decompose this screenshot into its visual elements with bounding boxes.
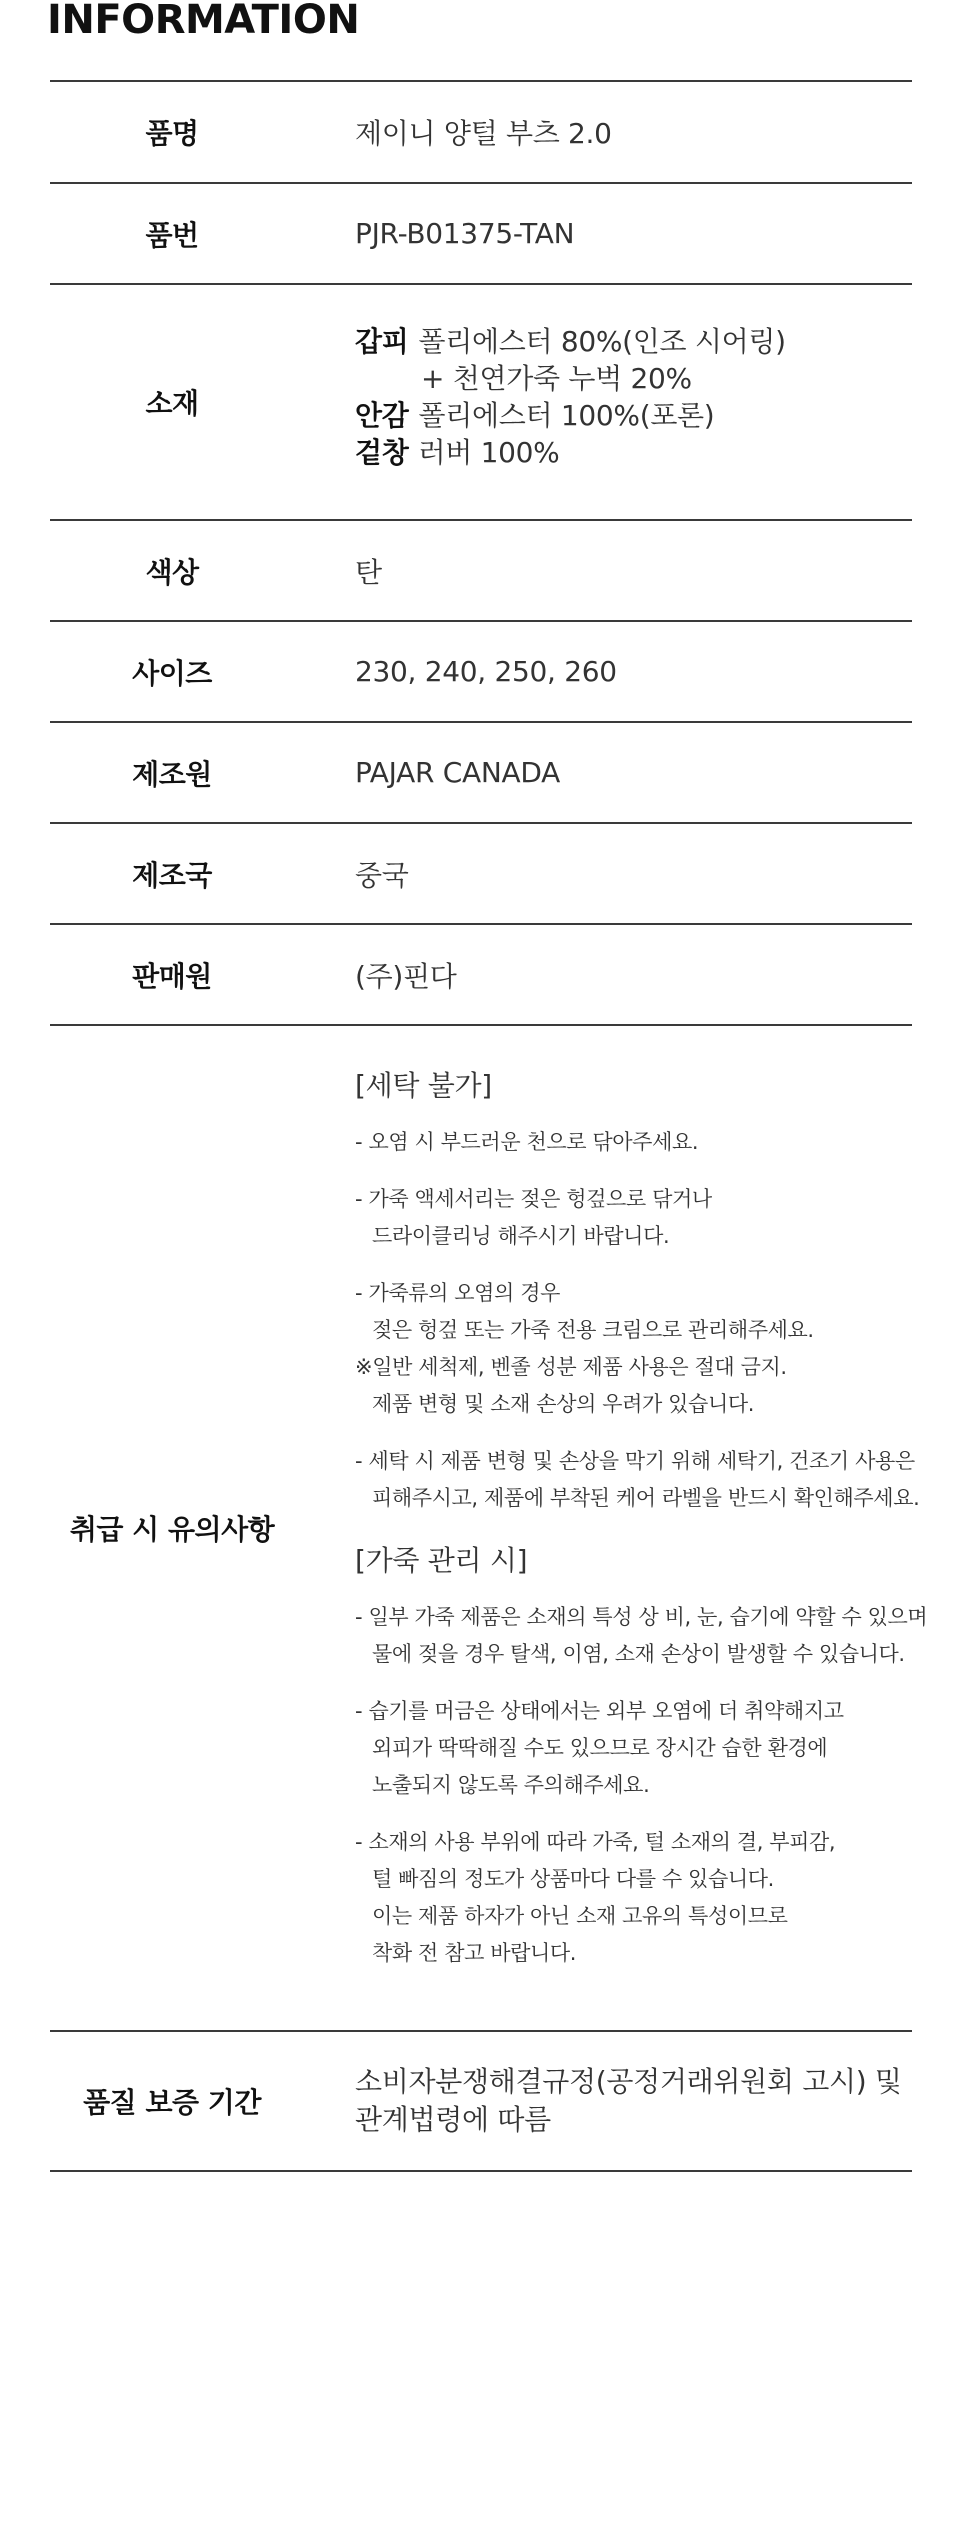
material-sole-value: 러버 100% [418, 436, 560, 469]
care-line: 피해주시고, 제품에 부착된 케어 라벨을 반드시 확인해주세요. [372, 1486, 920, 1510]
row-manufacturer [50, 721, 912, 822]
value-product-number: PJR-B01375-TAN [355, 217, 575, 250]
value-material [355, 323, 912, 471]
label-sizes: 사이즈 [132, 656, 212, 690]
care-line: 털 빠짐의 정도가 상품마다 다를 수 있습니다. [372, 1867, 774, 1891]
care-line: 이는 제품 하자가 아닌 소재 고유의 특성이므로 [372, 1904, 788, 1928]
material-outer-continued [355, 360, 912, 397]
care-item [355, 1181, 912, 1255]
material-outer-key: 갑피 [355, 325, 409, 358]
care-item [355, 1693, 912, 1804]
material-lining [355, 397, 912, 434]
care-line: 물에 젖을 경우 탈색, 이염, 소재 손상이 발생할 수 있습니다. [372, 1642, 905, 1666]
label-product-name: 품명 [145, 117, 199, 150]
care-line: 노출되지 않도록 주의해주세요. [372, 1773, 650, 1797]
row-seller [50, 923, 912, 1024]
material-outer-value: 폴리에스터 80%(인조 시어링) [418, 325, 786, 358]
care-line: - 오염 시 부드러운 천으로 닦아주세요. [355, 1130, 699, 1154]
care-item [355, 1124, 912, 1161]
care-line: 착화 전 참고 바랍니다. [372, 1941, 577, 1965]
care-line: - 소재의 사용 부위에 따라 가죽, 털 소재의 결, 부피감, [355, 1830, 836, 1854]
label-warranty: 품질 보증 기간 [83, 2086, 261, 2119]
care-note-line: 제품 변형 및 소재 손상의 우려가 있습니다. [372, 1392, 754, 1416]
row-material [50, 283, 912, 519]
value-seller: (주)핀다 [355, 959, 457, 993]
label-country: 제조국 [132, 858, 212, 892]
value-color: 탄 [355, 555, 382, 589]
care-line: - 가죽류의 오염의 경우 [355, 1281, 560, 1305]
care-line: 젖은 헝겊 또는 가죽 전용 크림으로 관리해주세요. [372, 1318, 814, 1342]
care-item [355, 1275, 912, 1349]
row-product-name [50, 80, 912, 182]
label-color: 색상 [145, 555, 199, 589]
care-item [355, 1443, 920, 1517]
label-care: 취급 시 유의사항 [69, 1513, 275, 1546]
value-manufacturer: PAJAR CANADA [355, 756, 560, 789]
product-info-table [50, 80, 928, 2172]
care-item [355, 1599, 928, 1673]
label-product-number: 품번 [145, 218, 199, 252]
warranty-line: 관계법령에 따름 [355, 2103, 551, 2136]
label-manufacturer: 제조원 [132, 757, 212, 791]
row-sizes [50, 620, 912, 721]
care-item [355, 1824, 912, 1972]
material-outer [355, 323, 912, 360]
row-care [50, 1024, 928, 2030]
row-color [50, 519, 912, 620]
care-heading-no-wash: [세탁 불가] [355, 1069, 492, 1102]
label-material: 소재 [145, 387, 199, 420]
material-sole-key: 겉창 [355, 436, 409, 469]
care-line: 드라이클리닝 해주시기 바랍니다. [372, 1224, 670, 1248]
value-product-name: 제이니 양털 부츠 2.0 [355, 117, 612, 150]
value-country: 중국 [355, 858, 409, 892]
value-care [355, 1068, 928, 1992]
row-warranty [50, 2030, 912, 2172]
warranty-line: 소비자분쟁해결규정(공정거래위원회 고시) 및 [355, 2065, 902, 2098]
care-line: - 가죽 액세서리는 젖은 헝겊으로 닦거나 [355, 1187, 712, 1211]
row-product-number [50, 182, 912, 283]
page-title: INFORMATION [47, 0, 360, 43]
care-note-line: ※일반 세척제, 벤졸 성분 제품 사용은 절대 금지. [355, 1355, 787, 1379]
care-note [355, 1349, 912, 1423]
care-line: 외피가 딱딱해질 수도 있으므로 장시간 습한 환경에 [372, 1736, 828, 1760]
value-warranty [355, 2032, 912, 2170]
value-sizes: 230, 240, 250, 260 [355, 655, 617, 688]
care-heading-leather: [가죽 관리 시] [355, 1544, 528, 1577]
material-outer-cont: + 천연가죽 누벅 20% [421, 362, 692, 395]
material-sole [355, 434, 912, 471]
care-line: - 세탁 시 제품 변형 및 손상을 막기 위해 세탁기, 건조기 사용은 [355, 1449, 915, 1473]
care-line: - 일부 가죽 제품은 소재의 특성 상 비, 눈, 습기에 약할 수 있으며 [355, 1605, 928, 1629]
label-seller: 판매원 [132, 959, 212, 993]
material-lining-value: 폴리에스터 100%(포론) [418, 399, 715, 432]
row-country [50, 822, 912, 923]
care-line: - 습기를 머금은 상태에서는 외부 오염에 더 취약해지고 [355, 1699, 844, 1723]
material-lining-key: 안감 [355, 399, 409, 432]
